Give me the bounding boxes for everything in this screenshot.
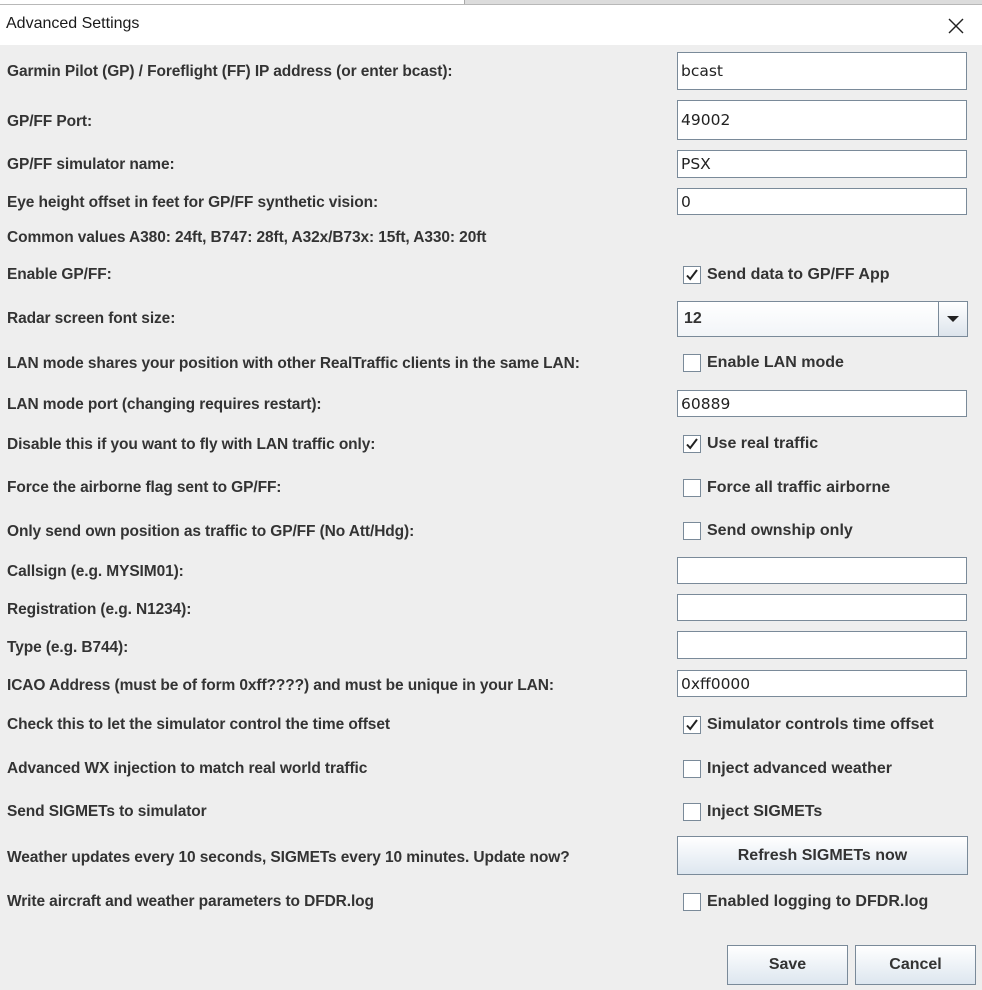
- dropdown-button[interactable]: [938, 302, 967, 336]
- close-icon[interactable]: [944, 14, 968, 38]
- time-offset-checkbox[interactable]: [683, 714, 934, 736]
- title-bar: [0, 4, 982, 45]
- ip-address-label: Garmin Pilot (GP) / Foreflight (FF) IP address (or enter bcast):: [7, 63, 453, 80]
- real-traffic-label: Disable this if you want to fly with LAN traffic only:: [7, 436, 376, 453]
- ip-address-input[interactable]: [677, 52, 967, 90]
- airborne-label: Force the airborne flag sent to GP/FF:: [7, 479, 282, 496]
- eye-height-label: Eye height offset in feet for GP/FF synthetic vision:: [7, 194, 379, 211]
- dfdr-label: Write aircraft and weather parameters to DFDR.log: [7, 893, 374, 910]
- checkbox-box[interactable]: [683, 522, 701, 540]
- port-input[interactable]: [677, 100, 967, 140]
- save-button[interactable]: Save: [727, 945, 848, 985]
- checkmark-icon: [685, 437, 699, 451]
- checkbox-box[interactable]: [683, 760, 701, 778]
- time-offset-checkbox-label: Simulator controls time offset: [707, 716, 934, 733]
- checkbox-box[interactable]: [683, 803, 701, 821]
- chevron-down-icon: [946, 315, 960, 323]
- font-size-value: 12: [684, 310, 702, 327]
- enable-lan-checkbox[interactable]: [683, 352, 844, 374]
- cancel-button[interactable]: Cancel: [855, 945, 976, 985]
- sigmets-label: Send SIGMETs to simulator: [7, 803, 207, 820]
- registration-input[interactable]: [677, 594, 967, 621]
- type-label: Type (e.g. B744):: [7, 639, 129, 656]
- lan-port-input[interactable]: [677, 390, 967, 417]
- refresh-sigmets-button[interactable]: Refresh SIGMETs now: [677, 836, 968, 875]
- ownship-label: Only send own position as traffic to GP/FF (No Att/Hdg):: [7, 523, 415, 540]
- lan-mode-label: LAN mode shares your position with other RealTraffic clients in the same LAN:: [7, 355, 580, 372]
- font-size-label: Radar screen font size:: [7, 310, 176, 327]
- icao-label: ICAO Address (must be of form 0xff????) and must be unique in your LAN:: [7, 677, 554, 694]
- ownship-checkbox-label: Send ownship only: [707, 522, 853, 539]
- airborne-checkbox[interactable]: [683, 477, 890, 499]
- checkmark-icon: [685, 718, 699, 732]
- advanced-wx-checkbox-label: Inject advanced weather: [707, 760, 892, 777]
- callsign-label: Callsign (e.g. MYSIM01):: [7, 563, 184, 580]
- common-values-note: Common values A380: 24ft, B747: 28ft, A32x/B73x: 15ft, A330: 20ft: [7, 229, 487, 246]
- time-offset-label: Check this to let the simulator control the time offset: [7, 716, 390, 733]
- dfdr-checkbox-label: Enabled logging to DFDR.log: [707, 893, 929, 910]
- send-data-label: Send data to GP/FF App: [707, 266, 890, 283]
- checkbox-box[interactable]: [683, 435, 701, 453]
- checkmark-icon: [685, 268, 699, 282]
- enable-lan-label: Enable LAN mode: [707, 354, 844, 371]
- send-data-checkbox[interactable]: [683, 264, 890, 286]
- sigmets-checkbox-label: Inject SIGMETs: [707, 803, 823, 820]
- font-size-select[interactable]: [677, 301, 968, 337]
- advanced-wx-checkbox[interactable]: [683, 758, 892, 780]
- eye-height-input[interactable]: [677, 188, 967, 215]
- checkbox-box[interactable]: [683, 266, 701, 284]
- callsign-input[interactable]: [677, 557, 967, 584]
- window-title: Advanced Settings: [6, 15, 140, 32]
- dfdr-checkbox[interactable]: [683, 891, 928, 913]
- checkbox-box[interactable]: [683, 479, 701, 497]
- lan-port-label: LAN mode port (changing requires restart):: [7, 396, 322, 413]
- checkbox-box[interactable]: [683, 893, 701, 911]
- icao-input[interactable]: [677, 670, 967, 697]
- real-traffic-checkbox[interactable]: [683, 433, 818, 455]
- ownship-checkbox[interactable]: [683, 520, 853, 542]
- settings-panel: [0, 44, 982, 990]
- port-label: GP/FF Port:: [7, 113, 93, 130]
- checkbox-box[interactable]: [683, 354, 701, 372]
- registration-label: Registration (e.g. N1234):: [7, 601, 192, 618]
- simulator-name-input[interactable]: [677, 150, 967, 178]
- simulator-name-label: GP/FF simulator name:: [7, 156, 175, 173]
- real-traffic-checkbox-label: Use real traffic: [707, 435, 819, 452]
- advanced-wx-label: Advanced WX injection to match real world traffic: [7, 760, 368, 777]
- checkbox-box[interactable]: [683, 716, 701, 734]
- weather-update-label: Weather updates every 10 seconds, SIGMETs every 10 minutes. Update now?: [7, 849, 570, 866]
- type-input[interactable]: [677, 631, 967, 659]
- airborne-checkbox-label: Force all traffic airborne: [707, 479, 891, 496]
- sigmets-checkbox[interactable]: [683, 801, 822, 823]
- enable-gpff-label: Enable GP/FF:: [7, 266, 112, 283]
